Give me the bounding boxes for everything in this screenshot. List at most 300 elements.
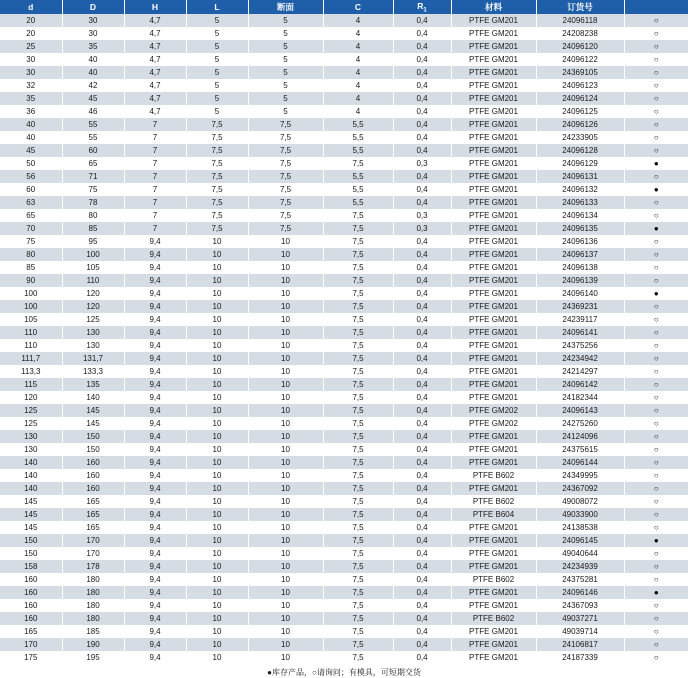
cell-L: 10 <box>186 443 248 456</box>
cell-C: 7,5 <box>323 235 393 248</box>
cell-H: 7 <box>124 131 186 144</box>
stock-status-indicator: ○ <box>624 261 688 274</box>
cell-R1: 0,4 <box>393 404 451 417</box>
cell-C: 4 <box>323 27 393 40</box>
table-row <box>0 417 688 430</box>
cell-section: 10 <box>248 300 323 313</box>
stock-status-indicator: ○ <box>624 118 688 131</box>
stock-status-indicator: ○ <box>624 456 688 469</box>
table-row <box>0 638 688 651</box>
column-header-C: C <box>323 0 393 14</box>
cell-H: 9,4 <box>124 560 186 573</box>
cell-L: 10 <box>186 625 248 638</box>
cell-C: 5,5 <box>323 170 393 183</box>
cell-section: 10 <box>248 248 323 261</box>
cell-d: 145 <box>0 508 62 521</box>
cell-C: 7,5 <box>323 157 393 170</box>
cell-d: 85 <box>0 261 62 274</box>
cell-R1: 0,4 <box>393 92 451 105</box>
cell-D: 65 <box>62 157 124 170</box>
cell-d: 160 <box>0 612 62 625</box>
cell-R1: 0,4 <box>393 430 451 443</box>
cell-d: 30 <box>0 53 62 66</box>
table-row <box>0 365 688 378</box>
table-row <box>0 482 688 495</box>
table-row <box>0 326 688 339</box>
cell-H: 9,4 <box>124 352 186 365</box>
stock-status-indicator: ○ <box>624 638 688 651</box>
table-row <box>0 352 688 365</box>
stock-status-indicator: ○ <box>624 313 688 326</box>
table-row <box>0 560 688 573</box>
cell-d: 130 <box>0 430 62 443</box>
table-row <box>0 14 688 27</box>
stock-status-indicator: ○ <box>624 131 688 144</box>
stock-status-indicator: ○ <box>624 326 688 339</box>
cell-R1: 0,4 <box>393 170 451 183</box>
cell-R1: 0,4 <box>393 378 451 391</box>
cell-material: PTFE GM201 <box>451 443 536 456</box>
cell-D: 125 <box>62 313 124 326</box>
cell-section: 5 <box>248 14 323 27</box>
cell-H: 4,7 <box>124 92 186 105</box>
cell-L: 5 <box>186 92 248 105</box>
cell-H: 9,4 <box>124 443 186 456</box>
cell-D: 46 <box>62 105 124 118</box>
cell-R1: 0,4 <box>393 352 451 365</box>
cell-C: 7,5 <box>323 547 393 560</box>
cell-d: 45 <box>0 144 62 157</box>
cell-material: PTFE GM201 <box>451 79 536 92</box>
cell-R1: 0,4 <box>393 560 451 573</box>
cell-D: 42 <box>62 79 124 92</box>
table-row <box>0 300 688 313</box>
stock-status-indicator: ○ <box>624 417 688 430</box>
cell-R1: 0,4 <box>393 235 451 248</box>
cell-R1: 0,4 <box>393 326 451 339</box>
stock-status-indicator: ○ <box>624 235 688 248</box>
cell-d: 100 <box>0 300 62 313</box>
cell-R1: 0,4 <box>393 131 451 144</box>
cell-d: 20 <box>0 14 62 27</box>
cell-d: 160 <box>0 599 62 612</box>
cell-D: 35 <box>62 40 124 53</box>
cell-R1: 0,4 <box>393 287 451 300</box>
cell-D: 95 <box>62 235 124 248</box>
cell-L: 10 <box>186 521 248 534</box>
cell-R1: 0,4 <box>393 573 451 586</box>
cell-R1: 0,4 <box>393 248 451 261</box>
cell-d: 150 <box>0 534 62 547</box>
cell-section: 7,5 <box>248 209 323 222</box>
cell-order_no: 24096126 <box>536 118 624 131</box>
cell-order_no: 24096145 <box>536 534 624 547</box>
cell-D: 120 <box>62 287 124 300</box>
cell-section: 5 <box>248 105 323 118</box>
table-row <box>0 53 688 66</box>
cell-d: 175 <box>0 651 62 664</box>
stock-status-indicator: ○ <box>624 365 688 378</box>
cell-R1: 0,3 <box>393 157 451 170</box>
table-row <box>0 157 688 170</box>
cell-section: 10 <box>248 391 323 404</box>
cell-D: 80 <box>62 209 124 222</box>
table-row <box>0 521 688 534</box>
cell-d: 140 <box>0 469 62 482</box>
cell-C: 7,5 <box>323 365 393 378</box>
cell-material: PTFE GM201 <box>451 274 536 287</box>
cell-order_no: 24375615 <box>536 443 624 456</box>
cell-material: PTFE GM201 <box>451 92 536 105</box>
cell-order_no: 24096120 <box>536 40 624 53</box>
cell-R1: 0,4 <box>393 274 451 287</box>
cell-R1: 0,4 <box>393 144 451 157</box>
cell-material: PTFE B602 <box>451 612 536 625</box>
stock-status-indicator: ○ <box>624 547 688 560</box>
cell-L: 5 <box>186 79 248 92</box>
stock-status-indicator: ○ <box>624 53 688 66</box>
cell-R1: 0,4 <box>393 27 451 40</box>
cell-R1: 0,4 <box>393 417 451 430</box>
cell-d: 130 <box>0 443 62 456</box>
cell-d: 30 <box>0 66 62 79</box>
cell-order_no: 24096146 <box>536 586 624 599</box>
cell-section: 10 <box>248 469 323 482</box>
cell-L: 10 <box>186 313 248 326</box>
table-row <box>0 495 688 508</box>
cell-D: 60 <box>62 144 124 157</box>
cell-section: 7,5 <box>248 222 323 235</box>
cell-H: 4,7 <box>124 79 186 92</box>
cell-section: 5 <box>248 27 323 40</box>
cell-L: 10 <box>186 586 248 599</box>
cell-C: 7,5 <box>323 521 393 534</box>
cell-d: 165 <box>0 625 62 638</box>
table-row <box>0 430 688 443</box>
cell-R1: 0,4 <box>393 599 451 612</box>
cell-D: 120 <box>62 300 124 313</box>
cell-section: 10 <box>248 534 323 547</box>
stock-status-indicator: ○ <box>624 573 688 586</box>
stock-status-indicator: ○ <box>624 651 688 664</box>
cell-R1: 0,4 <box>393 14 451 27</box>
cell-H: 7 <box>124 157 186 170</box>
cell-D: 180 <box>62 573 124 586</box>
cell-R1: 0,4 <box>393 482 451 495</box>
cell-C: 7,5 <box>323 417 393 430</box>
stock-status-indicator: ○ <box>624 300 688 313</box>
table-row <box>0 222 688 235</box>
cell-L: 5 <box>186 53 248 66</box>
cell-order_no: 24096131 <box>536 170 624 183</box>
cell-L: 10 <box>186 326 248 339</box>
stock-status-indicator: ○ <box>624 352 688 365</box>
cell-D: 160 <box>62 482 124 495</box>
cell-d: 105 <box>0 313 62 326</box>
cell-d: 140 <box>0 456 62 469</box>
cell-D: 180 <box>62 586 124 599</box>
table-row <box>0 599 688 612</box>
cell-d: 145 <box>0 521 62 534</box>
cell-section: 10 <box>248 235 323 248</box>
cell-L: 10 <box>186 534 248 547</box>
cell-H: 4,7 <box>124 40 186 53</box>
table-row <box>0 443 688 456</box>
cell-L: 7,5 <box>186 196 248 209</box>
cell-H: 9,4 <box>124 547 186 560</box>
cell-section: 10 <box>248 482 323 495</box>
column-header-material: 材料 <box>451 0 536 14</box>
cell-D: 40 <box>62 66 124 79</box>
cell-order_no: 24367092 <box>536 482 624 495</box>
cell-H: 9,4 <box>124 573 186 586</box>
table-body <box>0 14 688 664</box>
table-row <box>0 66 688 79</box>
cell-material: PTFE GM201 <box>451 430 536 443</box>
cell-section: 10 <box>248 274 323 287</box>
cell-R1: 0,4 <box>393 469 451 482</box>
cell-R1: 0,4 <box>393 638 451 651</box>
cell-C: 4 <box>323 53 393 66</box>
cell-D: 75 <box>62 183 124 196</box>
cell-D: 145 <box>62 404 124 417</box>
cell-section: 10 <box>248 261 323 274</box>
cell-material: PTFE B604 <box>451 508 536 521</box>
cell-C: 4 <box>323 79 393 92</box>
cell-H: 9,4 <box>124 404 186 417</box>
cell-L: 10 <box>186 560 248 573</box>
cell-R1: 0,4 <box>393 313 451 326</box>
cell-L: 10 <box>186 508 248 521</box>
cell-H: 9,4 <box>124 274 186 287</box>
column-header-D: D <box>62 0 124 14</box>
cell-order_no: 24096137 <box>536 248 624 261</box>
cell-H: 7 <box>124 196 186 209</box>
cell-C: 7,5 <box>323 261 393 274</box>
cell-section: 7,5 <box>248 144 323 157</box>
cell-section: 10 <box>248 365 323 378</box>
cell-order_no: 24375256 <box>536 339 624 352</box>
cell-H: 9,4 <box>124 417 186 430</box>
cell-material: PTFE GM201 <box>451 313 536 326</box>
cell-R1: 0,4 <box>393 508 451 521</box>
cell-L: 10 <box>186 599 248 612</box>
cell-material: PTFE GM201 <box>451 482 536 495</box>
cell-D: 170 <box>62 534 124 547</box>
cell-material: PTFE GM201 <box>451 456 536 469</box>
cell-d: 160 <box>0 573 62 586</box>
cell-d: 110 <box>0 339 62 352</box>
cell-d: 80 <box>0 248 62 261</box>
cell-H: 9,4 <box>124 235 186 248</box>
cell-H: 9,4 <box>124 586 186 599</box>
cell-H: 9,4 <box>124 521 186 534</box>
cell-R1: 0,4 <box>393 79 451 92</box>
cell-material: PTFE GM201 <box>451 235 536 248</box>
cell-R1: 0,4 <box>393 183 451 196</box>
cell-material: PTFE GM201 <box>451 339 536 352</box>
cell-C: 7,5 <box>323 339 393 352</box>
cell-H: 7 <box>124 222 186 235</box>
cell-material: PTFE GM201 <box>451 365 536 378</box>
table-row <box>0 144 688 157</box>
cell-order_no: 24096128 <box>536 144 624 157</box>
cell-d: 56 <box>0 170 62 183</box>
cell-section: 10 <box>248 521 323 534</box>
stock-status-indicator: ○ <box>624 508 688 521</box>
cell-L: 7,5 <box>186 183 248 196</box>
cell-H: 7 <box>124 144 186 157</box>
cell-order_no: 24096136 <box>536 235 624 248</box>
cell-L: 5 <box>186 27 248 40</box>
cell-d: 20 <box>0 27 62 40</box>
table-row <box>0 534 688 547</box>
cell-C: 5,5 <box>323 196 393 209</box>
cell-L: 10 <box>186 391 248 404</box>
cell-R1: 0,4 <box>393 612 451 625</box>
cell-L: 10 <box>186 287 248 300</box>
cell-order_no: 24096143 <box>536 404 624 417</box>
cell-section: 7,5 <box>248 157 323 170</box>
cell-L: 7,5 <box>186 222 248 235</box>
cell-order_no: 49037271 <box>536 612 624 625</box>
cell-material: PTFE GM201 <box>451 27 536 40</box>
cell-L: 10 <box>186 495 248 508</box>
cell-order_no: 24375281 <box>536 573 624 586</box>
cell-H: 7 <box>124 118 186 131</box>
cell-order_no: 24096135 <box>536 222 624 235</box>
cell-H: 9,4 <box>124 365 186 378</box>
cell-C: 7,5 <box>323 612 393 625</box>
cell-C: 7,5 <box>323 404 393 417</box>
cell-section: 10 <box>248 560 323 573</box>
cell-C: 7,5 <box>323 456 393 469</box>
cell-C: 7,5 <box>323 248 393 261</box>
table-row <box>0 625 688 638</box>
cell-L: 10 <box>186 469 248 482</box>
stock-status-indicator: ● <box>624 157 688 170</box>
cell-D: 165 <box>62 508 124 521</box>
cell-order_no: 24233905 <box>536 131 624 144</box>
cell-section: 10 <box>248 456 323 469</box>
cell-d: 145 <box>0 495 62 508</box>
table-row <box>0 183 688 196</box>
cell-H: 4,7 <box>124 53 186 66</box>
cell-section: 10 <box>248 417 323 430</box>
cell-order_no: 24096144 <box>536 456 624 469</box>
cell-order_no: 49008072 <box>536 495 624 508</box>
cell-H: 9,4 <box>124 508 186 521</box>
table-row <box>0 651 688 664</box>
cell-order_no: 24349995 <box>536 469 624 482</box>
cell-d: 160 <box>0 586 62 599</box>
cell-section: 7,5 <box>248 131 323 144</box>
cell-d: 158 <box>0 560 62 573</box>
cell-section: 10 <box>248 547 323 560</box>
cell-L: 5 <box>186 105 248 118</box>
cell-C: 7,5 <box>323 469 393 482</box>
cell-L: 10 <box>186 573 248 586</box>
table-row <box>0 131 688 144</box>
cell-L: 10 <box>186 456 248 469</box>
cell-order_no: 24369105 <box>536 66 624 79</box>
table-row <box>0 196 688 209</box>
cell-material: PTFE GM201 <box>451 183 536 196</box>
cell-section: 5 <box>248 92 323 105</box>
cell-R1: 0,4 <box>393 586 451 599</box>
table-row <box>0 27 688 40</box>
cell-R1: 0,4 <box>393 456 451 469</box>
cell-section: 7,5 <box>248 170 323 183</box>
cell-d: 65 <box>0 209 62 222</box>
table-row <box>0 573 688 586</box>
cell-order_no: 24124096 <box>536 430 624 443</box>
cell-section: 10 <box>248 638 323 651</box>
cell-material: PTFE GM201 <box>451 599 536 612</box>
cell-D: 195 <box>62 651 124 664</box>
cell-d: 110 <box>0 326 62 339</box>
cell-material: PTFE GM201 <box>451 118 536 131</box>
cell-order_no: 24096125 <box>536 105 624 118</box>
table-row <box>0 274 688 287</box>
cell-L: 10 <box>186 378 248 391</box>
table-row <box>0 170 688 183</box>
cell-order_no: 49039714 <box>536 625 624 638</box>
cell-L: 7,5 <box>186 170 248 183</box>
cell-R1: 0,4 <box>393 66 451 79</box>
cell-R1: 0,4 <box>393 40 451 53</box>
cell-L: 10 <box>186 365 248 378</box>
column-header-L: L <box>186 0 248 14</box>
cell-L: 10 <box>186 638 248 651</box>
cell-D: 78 <box>62 196 124 209</box>
column-header-section: 断面 <box>248 0 323 14</box>
cell-R1: 0,3 <box>393 222 451 235</box>
cell-C: 7,5 <box>323 391 393 404</box>
cell-material: PTFE GM201 <box>451 651 536 664</box>
cell-d: 32 <box>0 79 62 92</box>
cell-order_no: 24214297 <box>536 365 624 378</box>
cell-C: 4 <box>323 40 393 53</box>
cell-d: 125 <box>0 404 62 417</box>
cell-H: 9,4 <box>124 430 186 443</box>
cell-section: 10 <box>248 586 323 599</box>
cell-H: 7 <box>124 170 186 183</box>
cell-order_no: 24234939 <box>536 560 624 573</box>
cell-D: 105 <box>62 261 124 274</box>
cell-C: 7,5 <box>323 625 393 638</box>
cell-material: PTFE GM201 <box>451 287 536 300</box>
cell-d: 100 <box>0 287 62 300</box>
cell-order_no: 49040644 <box>536 547 624 560</box>
column-header-order_no: 订货号 <box>536 0 624 14</box>
cell-order_no: 24096124 <box>536 92 624 105</box>
cell-C: 7,5 <box>323 495 393 508</box>
cell-order_no: 24187339 <box>536 651 624 664</box>
cell-section: 10 <box>248 508 323 521</box>
table-row <box>0 508 688 521</box>
cell-order_no: 24096139 <box>536 274 624 287</box>
cell-R1: 0,4 <box>393 495 451 508</box>
stock-status-indicator: ● <box>624 534 688 547</box>
cell-section: 10 <box>248 313 323 326</box>
cell-R1: 0,4 <box>393 105 451 118</box>
stock-status-indicator: ○ <box>624 482 688 495</box>
cell-R1: 0,4 <box>393 196 451 209</box>
stock-status-indicator: ○ <box>624 625 688 638</box>
cell-d: 170 <box>0 638 62 651</box>
cell-section: 10 <box>248 352 323 365</box>
